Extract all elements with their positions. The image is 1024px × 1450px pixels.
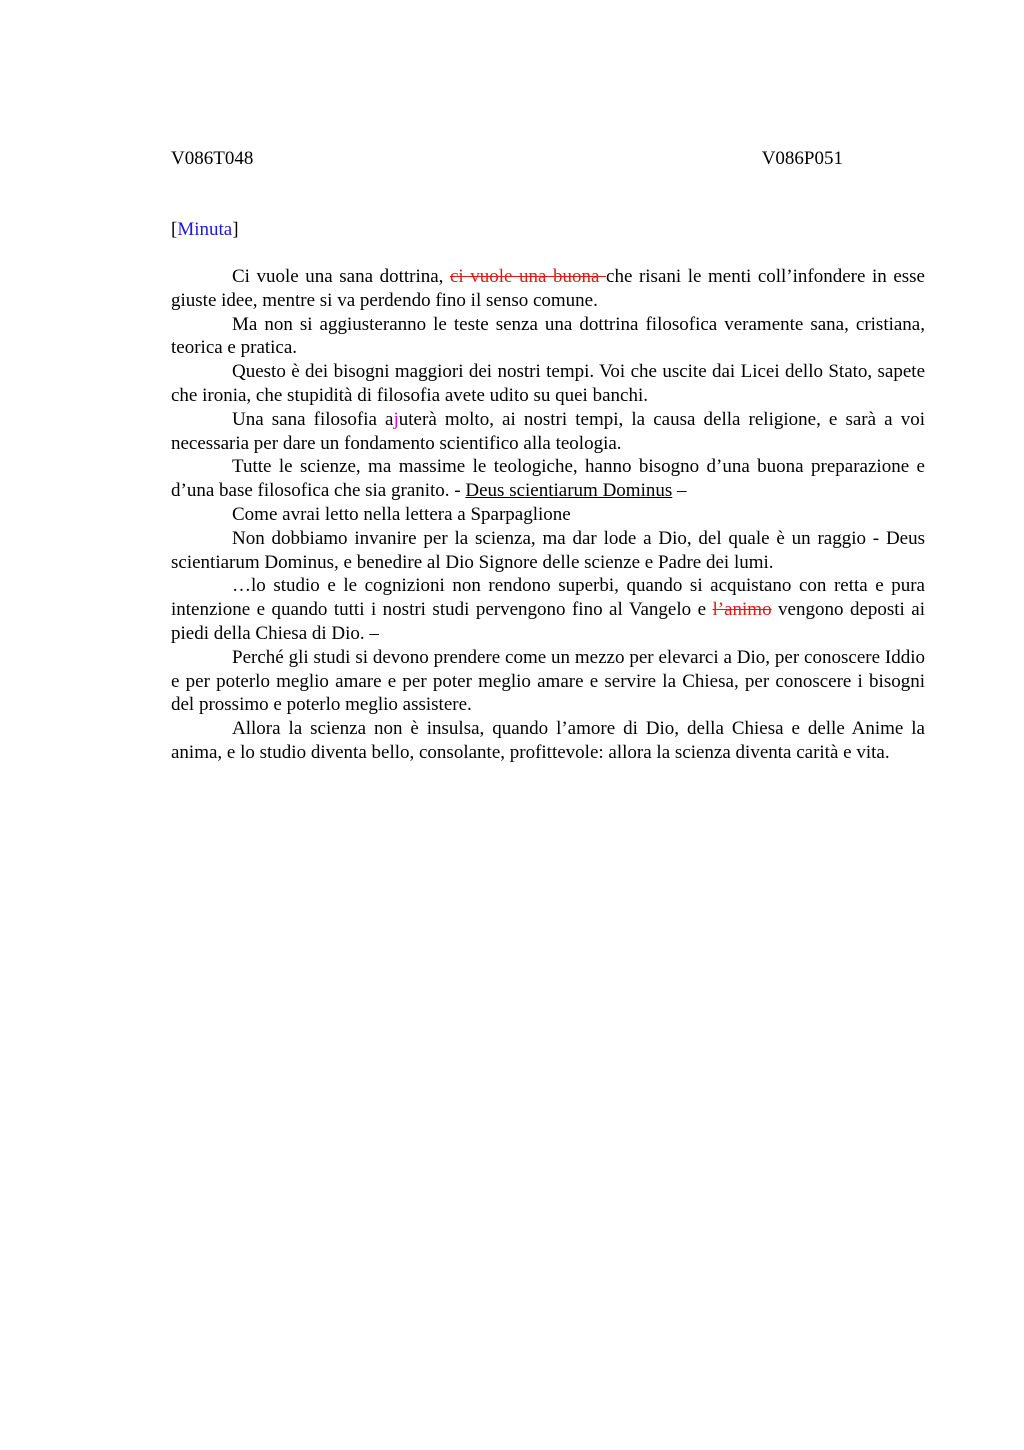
minuta-label <box>171 218 239 242</box>
paragraph-8 <box>171 574 925 645</box>
document-code-left: V086T048 <box>171 148 254 169</box>
paragraph-3: Questo è dei bisogni maggiori dei nostri tempi. Voi che uscite dai Licei dello Stato, sapete che ironia, che stupidità di filosofia avete udito su quei banchi. <box>171 361 925 406</box>
paragraph-7: Non dobbiamo invanire per la scienza, ma dar lode a Dio, del quale è un raggio - Deus scientiarum Dominus, e benedire al Dio Signore delle scienze e Padre dei lumi. <box>171 527 925 573</box>
paragraph-10: Allora la scienza non è insulsa, quando l’amore di Dio, della Chiesa e delle Anime la anima, e lo studio diventa bello, consolante, profittevole: allora la scienza diventa carità e vita. <box>171 718 925 763</box>
paragraph-1-text-b: che risani le menti coll’infondere in esse giuste idee, mentre si va perdendo fino il senso comune. <box>171 266 925 311</box>
paragraph-5-text-b: – <box>672 480 687 502</box>
paragraph-4 <box>171 408 925 456</box>
paragraph-9: Perché gli studi si devono prendere come un mezzo per elevarci a Dio, per conoscere Iddio e per poterlo meglio amare e per poter meglio amare e servire la Chiesa, per conoscere i bisogni del prossimo e poterlo meglio assistere. <box>171 646 925 716</box>
minuta-open-bracket: [ <box>171 219 178 240</box>
paragraph-5-text-a: Tutte le scienze, ma massime le teologiche, hanno bisogno d’una buona preparazione e d’una base filosofica che sia granito. - <box>171 456 925 502</box>
paragraph-1 <box>171 265 925 313</box>
paragraph-5 <box>171 455 925 503</box>
underlined-motto: Deus scientiarum Dominus <box>465 480 673 502</box>
document-body <box>171 265 925 765</box>
paragraph-8-text-a: …lo studio e le cognizioni non rendono superbi, quando si acquistano con retta e pura intenzione e quando tutti i nostri studi pervengono fino al Vangelo e <box>171 575 925 621</box>
minuta-close-bracket: ] <box>232 219 239 240</box>
page-header <box>171 147 843 171</box>
paragraph-4-text-a: Una sana filosofia a <box>232 408 394 430</box>
paragraph-1-text-a: Ci vuole una sana dottrina, <box>232 266 450 287</box>
minuta-text: Minuta <box>177 219 233 240</box>
deleted-word: l’animo <box>712 599 772 621</box>
document-code-right: V086P051 <box>761 148 843 169</box>
inserted-letter: j <box>393 408 399 430</box>
deleted-text: ci vuole una buona <box>450 266 607 287</box>
paragraph-4-text-b: uterà molto, ai nostri tempi, la causa della religione, e sarà a voi necessaria per dare un fondamento scientifico alla teologia. <box>171 408 925 454</box>
paragraph-2: Ma non si aggiusteranno le teste senza una dottrina filosofica veramente sana, cristiana, teorica e pratica. <box>171 313 925 359</box>
paragraph-6: Come avrai letto nella lettera a Sparpaglione <box>232 503 571 525</box>
paragraph-8-text-b: vengono deposti ai piedi della Chiesa di Dio. – <box>171 599 925 644</box>
